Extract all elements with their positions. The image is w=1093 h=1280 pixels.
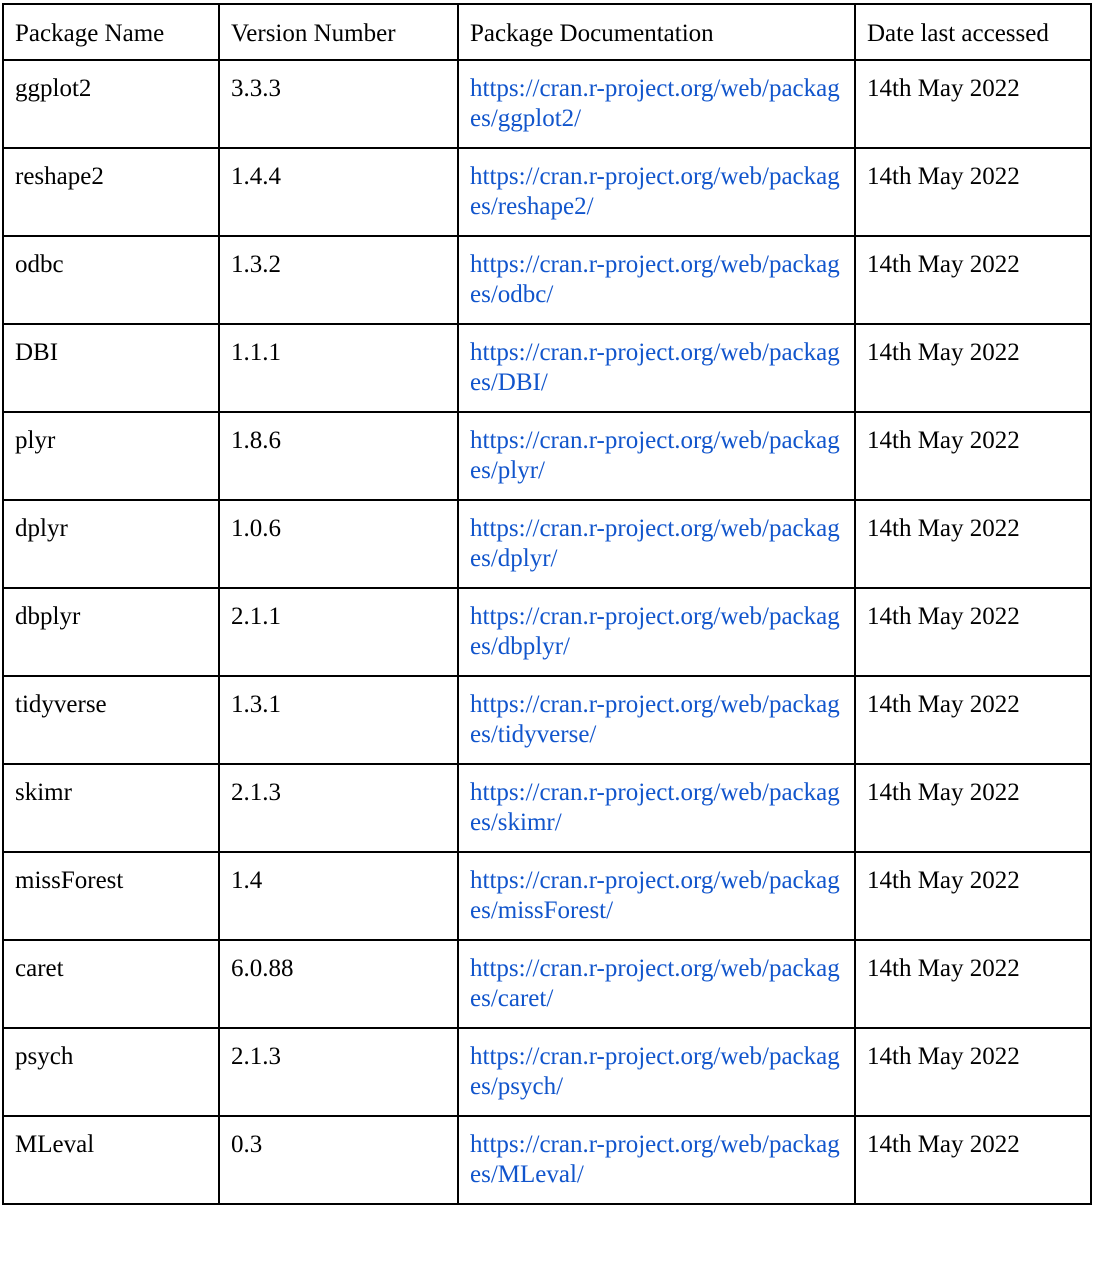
table-row <box>3 1028 1091 1116</box>
documentation-link[interactable]: https://cran.r-project.org/web/packages/skimr/ <box>470 779 840 836</box>
table-row <box>3 940 1091 1028</box>
version-number-cell: 1.8.6 <box>219 412 458 500</box>
documentation-link[interactable]: https://cran.r-project.org/web/packages/missForest/ <box>470 867 840 924</box>
package-name-cell: ggplot2 <box>3 60 219 148</box>
date-accessed-cell: 14th May 2022 <box>855 852 1091 940</box>
version-number-cell: 6.0.88 <box>219 940 458 1028</box>
documentation-cell <box>458 412 855 500</box>
date-accessed-cell: 14th May 2022 <box>855 324 1091 412</box>
header-row <box>3 4 1091 60</box>
date-accessed-cell: 14th May 2022 <box>855 764 1091 852</box>
date-accessed-cell: 14th May 2022 <box>855 1028 1091 1116</box>
date-accessed-cell: 14th May 2022 <box>855 676 1091 764</box>
documentation-link[interactable]: https://cran.r-project.org/web/packages/dplyr/ <box>470 515 840 572</box>
documentation-link[interactable]: https://cran.r-project.org/web/packages/dbplyr/ <box>470 603 840 660</box>
date-accessed-cell: 14th May 2022 <box>855 1116 1091 1204</box>
date-accessed-cell: 14th May 2022 <box>855 412 1091 500</box>
package-name-cell: odbc <box>3 236 219 324</box>
documentation-link[interactable]: https://cran.r-project.org/web/packages/odbc/ <box>470 251 840 308</box>
package-name-cell: psych <box>3 1028 219 1116</box>
version-number-cell: 2.1.3 <box>219 764 458 852</box>
table-row <box>3 60 1091 148</box>
documentation-cell <box>458 148 855 236</box>
version-number-cell: 3.3.3 <box>219 60 458 148</box>
package-name-cell: plyr <box>3 412 219 500</box>
table-row <box>3 1116 1091 1204</box>
table-row <box>3 588 1091 676</box>
documentation-cell <box>458 1116 855 1204</box>
package-name-cell: missForest <box>3 852 219 940</box>
package-name-cell: caret <box>3 940 219 1028</box>
date-accessed-cell: 14th May 2022 <box>855 588 1091 676</box>
date-accessed-cell: 14th May 2022 <box>855 236 1091 324</box>
package-name-cell: dbplyr <box>3 588 219 676</box>
table-row <box>3 324 1091 412</box>
date-accessed-cell: 14th May 2022 <box>855 940 1091 1028</box>
table-row <box>3 148 1091 236</box>
table-body <box>3 60 1091 1204</box>
documentation-link[interactable]: https://cran.r-project.org/web/packages/DBI/ <box>470 339 840 396</box>
documentation-link[interactable]: https://cran.r-project.org/web/packages/reshape2/ <box>470 163 840 220</box>
table-row <box>3 236 1091 324</box>
documentation-link[interactable]: https://cran.r-project.org/web/packages/ggplot2/ <box>470 75 840 132</box>
documentation-cell <box>458 940 855 1028</box>
table-row <box>3 412 1091 500</box>
version-number-cell: 0.3 <box>219 1116 458 1204</box>
documentation-cell <box>458 588 855 676</box>
package-name-cell: tidyverse <box>3 676 219 764</box>
documentation-cell <box>458 1028 855 1116</box>
version-number-cell: 1.4.4 <box>219 148 458 236</box>
documentation-cell <box>458 676 855 764</box>
table-header <box>3 4 1091 60</box>
version-number-cell: 1.0.6 <box>219 500 458 588</box>
version-number-cell: 2.1.1 <box>219 588 458 676</box>
date-accessed-cell: 14th May 2022 <box>855 500 1091 588</box>
package-name-cell: MLeval <box>3 1116 219 1204</box>
header-version-number: Version Number <box>219 4 458 60</box>
date-accessed-cell: 14th May 2022 <box>855 148 1091 236</box>
package-name-cell: reshape2 <box>3 148 219 236</box>
version-number-cell: 2.1.3 <box>219 1028 458 1116</box>
documentation-cell <box>458 60 855 148</box>
version-number-cell: 1.1.1 <box>219 324 458 412</box>
documentation-link[interactable]: https://cran.r-project.org/web/packages/psych/ <box>470 1043 840 1100</box>
table-row <box>3 852 1091 940</box>
version-number-cell: 1.4 <box>219 852 458 940</box>
header-package-name: Package Name <box>3 4 219 60</box>
documentation-link[interactable]: https://cran.r-project.org/web/packages/MLeval/ <box>470 1131 840 1188</box>
table-row <box>3 676 1091 764</box>
documentation-cell <box>458 500 855 588</box>
documentation-cell <box>458 324 855 412</box>
package-table <box>2 3 1092 1205</box>
documentation-cell <box>458 236 855 324</box>
documentation-link[interactable]: https://cran.r-project.org/web/packages/caret/ <box>470 955 840 1012</box>
version-number-cell: 1.3.1 <box>219 676 458 764</box>
header-date-last-accessed: Date last accessed <box>855 4 1091 60</box>
documentation-link[interactable]: https://cran.r-project.org/web/packages/plyr/ <box>470 427 840 484</box>
documentation-cell <box>458 852 855 940</box>
table-row <box>3 500 1091 588</box>
date-accessed-cell: 14th May 2022 <box>855 60 1091 148</box>
package-name-cell: DBI <box>3 324 219 412</box>
documentation-link[interactable]: https://cran.r-project.org/web/packages/tidyverse/ <box>470 691 840 748</box>
documentation-cell <box>458 764 855 852</box>
table-row <box>3 764 1091 852</box>
header-package-documentation: Package Documentation <box>458 4 855 60</box>
package-name-cell: skimr <box>3 764 219 852</box>
version-number-cell: 1.3.2 <box>219 236 458 324</box>
package-name-cell: dplyr <box>3 500 219 588</box>
